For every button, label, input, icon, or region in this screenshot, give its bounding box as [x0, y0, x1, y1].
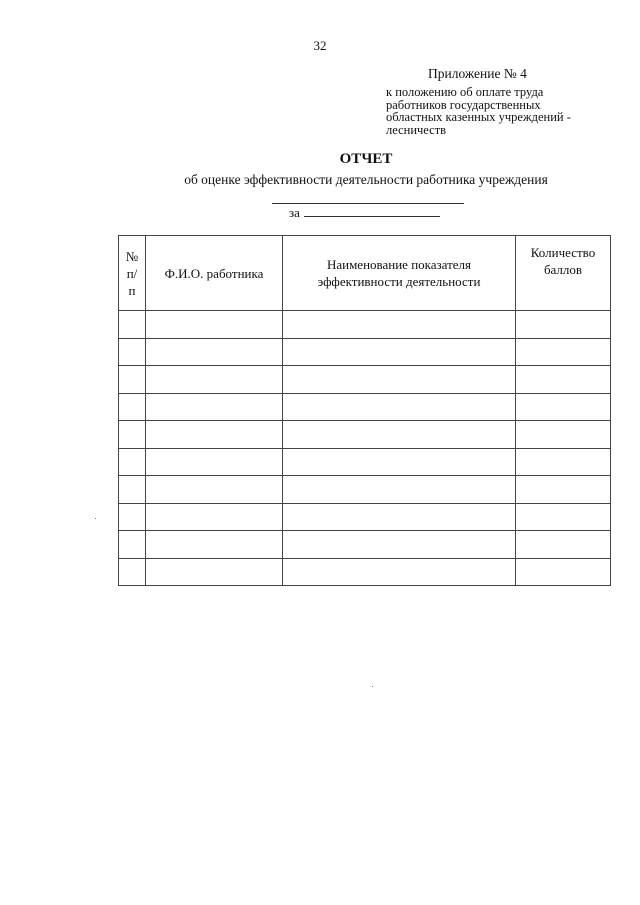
table-row [119, 476, 611, 504]
table-cell [146, 531, 283, 559]
period-prefix: за [289, 205, 300, 220]
header-num-line: п/ [126, 265, 138, 281]
scan-speck [95, 518, 96, 519]
table-cell [516, 531, 611, 559]
appendix-line: к положению об оплате труда [386, 85, 544, 99]
table-cell [146, 558, 283, 586]
table-cell [283, 448, 516, 476]
table-cell [146, 393, 283, 421]
table-cell [119, 558, 146, 586]
table-cell [119, 448, 146, 476]
appendix-subtitle [386, 86, 571, 136]
table-cell [283, 366, 516, 394]
table-row [119, 531, 611, 559]
report-title: ОТЧЕТ [339, 151, 393, 167]
header-indicator [283, 236, 516, 311]
table-cell [283, 503, 516, 531]
institution-blank-line [272, 203, 464, 204]
table-cell [119, 311, 146, 339]
table-row [119, 338, 611, 366]
header-indicator-line: эффективности деятельности [317, 274, 481, 289]
header-points [516, 236, 611, 311]
table-cell [516, 448, 611, 476]
appendix-line: лесничеств [386, 122, 447, 137]
table-row [119, 503, 611, 531]
table-cell [283, 311, 516, 339]
table-cell [146, 448, 283, 476]
appendix-line: областных казенных учреждений - [386, 110, 571, 124]
table-cell [146, 338, 283, 366]
page-number: 32 [313, 38, 327, 53]
header-points-line: Количество [530, 245, 596, 260]
table-cell [283, 558, 516, 586]
table-row [119, 366, 611, 394]
table-cell [283, 531, 516, 559]
table-body [119, 311, 611, 586]
report-table [118, 235, 611, 586]
appendix-line: работников государственных [386, 97, 541, 112]
period-blank-line [304, 205, 440, 217]
table-cell [146, 366, 283, 394]
table-cell [146, 503, 283, 531]
table-cell [119, 531, 146, 559]
table-row [119, 558, 611, 586]
header-num-line: п [128, 282, 136, 298]
table-cell [283, 338, 516, 366]
table-cell [283, 476, 516, 504]
table-row [119, 421, 611, 449]
period-row [289, 205, 440, 221]
table-cell [283, 421, 516, 449]
table-cell [516, 311, 611, 339]
table-cell [119, 503, 146, 531]
table-cell [516, 393, 611, 421]
table-cell [146, 311, 283, 339]
table-cell [119, 421, 146, 449]
table-row [119, 393, 611, 421]
scan-speck [372, 686, 373, 687]
table-cell [516, 366, 611, 394]
table-cell [516, 476, 611, 504]
table-cell [119, 393, 146, 421]
table-cell [119, 476, 146, 504]
table-cell [516, 421, 611, 449]
table-cell [119, 366, 146, 394]
table-row [119, 311, 611, 339]
table-cell [516, 503, 611, 531]
header-num-line: № [125, 248, 139, 264]
header-full-name: Ф.И.О. работника [146, 236, 283, 311]
table-cell [119, 338, 146, 366]
table-cell [283, 393, 516, 421]
table-cell [516, 558, 611, 586]
table-row [119, 448, 611, 476]
header-num [119, 236, 146, 311]
table-cell [516, 338, 611, 366]
report-subtitle: об оценке эффективности деятельности работника учреждения [184, 172, 548, 187]
header-points-line: баллов [543, 262, 583, 277]
appendix-title: Приложение № 4 [428, 66, 527, 81]
table-header-row [119, 236, 611, 311]
table-cell [146, 476, 283, 504]
table-cell [146, 421, 283, 449]
header-indicator-line: Наименование показателя [326, 257, 472, 272]
